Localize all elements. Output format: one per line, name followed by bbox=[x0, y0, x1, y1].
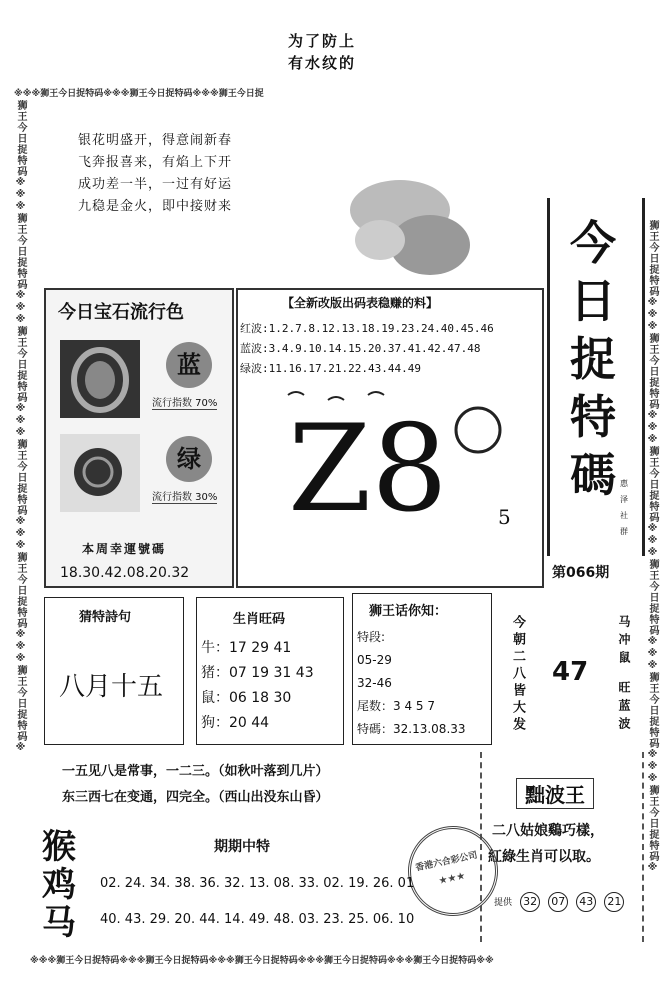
poem-line: 飞奔报喜来，有焰上下开 bbox=[78, 155, 233, 170]
title-column bbox=[547, 198, 645, 556]
title-sub: 惠 泽 社 群 bbox=[620, 479, 628, 536]
title-char: 捉 bbox=[570, 332, 616, 386]
zodiac-row: 猪：07 19 31 43 bbox=[201, 665, 314, 681]
ring-image-1 bbox=[60, 340, 140, 418]
animal: 猴 bbox=[42, 827, 76, 867]
header-line-1: 为了防上 bbox=[288, 32, 357, 50]
zodiac-row: 狗：20 44 bbox=[201, 715, 270, 731]
zodiac-row: 鼠：06 18 30 bbox=[201, 690, 292, 706]
riddle-line-2: 东三西七在变通，四完全。（西山出没东山昏） bbox=[62, 790, 329, 805]
ring-image-2 bbox=[60, 434, 140, 512]
title-char: 特 bbox=[570, 390, 616, 444]
index-blue: 流行指数 70% bbox=[152, 394, 217, 410]
wave-blue: 蓝波:3.4.9.10.14.15.20.37.41.42.47.48 bbox=[240, 342, 481, 355]
guess-poem-text: 八月十五 bbox=[59, 672, 164, 702]
side-box bbox=[504, 593, 642, 745]
wave-king-box bbox=[480, 752, 644, 942]
lion-row: 特碼：32.13.08.33 bbox=[357, 722, 466, 736]
lion-row: 尾数：3 4 5 7 bbox=[357, 699, 435, 713]
lion-row: 特段: bbox=[357, 630, 386, 644]
lion-mascot-image bbox=[340, 170, 480, 290]
gem-title: 今日宝石流行色 bbox=[58, 302, 184, 323]
poem-line: 银花明盛开，得意闹新春 bbox=[78, 133, 233, 148]
side-number: 47 bbox=[552, 657, 589, 687]
company-stamp: 香港六合彩公司 ★★★ bbox=[400, 818, 507, 925]
zodiac-rows bbox=[201, 636, 314, 736]
border-text-bottom: ※※※狮王今日捉特码※※※狮王今日捉特码※※※狮王今日捉特码※※※狮王今日捉特码※※※狮王今日捉特码※※ bbox=[30, 956, 494, 966]
drawing-digits: Z8 bbox=[288, 400, 448, 539]
lion-talk-box bbox=[352, 593, 492, 745]
tip-number: 21 bbox=[604, 892, 624, 912]
side-right-bottom: 旺蓝波 bbox=[617, 681, 631, 735]
animal: 鸡 bbox=[42, 865, 76, 905]
wave-king-nums: 提供 32 07 43 21 bbox=[494, 890, 624, 912]
wave-king-line-2: 紅綠生肖可以取。 bbox=[488, 849, 600, 865]
tip-number: 43 bbox=[576, 892, 596, 912]
header-line-2: 有水纹的 bbox=[288, 54, 357, 72]
border-text-right: 狮王今日捉特码※※※狮王今日捉特码※※※狮王今日捉特码※※※狮王今日捉特码※※※狮王今日捉特码※※※狮王今日捉特码※ bbox=[647, 220, 658, 874]
title-char: 今 bbox=[570, 216, 616, 270]
animals-block bbox=[42, 828, 76, 942]
periodic-title: 期期中特 bbox=[214, 839, 270, 855]
poem-line: 九稳是金火，即中接财来 bbox=[78, 199, 233, 214]
color-blue-badge: 蓝 bbox=[166, 342, 212, 388]
lion-talk-rows bbox=[357, 626, 466, 741]
poem-line: 成功差一半，一过有好运 bbox=[78, 177, 233, 192]
periodic-line-2: 40. 43. 29. 20. 44. 14. 49. 48. 03. 23. 25. 06. 10 bbox=[100, 912, 415, 927]
wave-red: 红波:1.2.7.8.12.13.18.19.23.24.40.45.46 bbox=[240, 322, 494, 335]
riddle-line-1: 一五见八是常事，一二三。（如秋叶落到几片） bbox=[62, 764, 329, 779]
animal: 马 bbox=[42, 903, 76, 943]
lion-talk-title: 狮王话你知： bbox=[369, 604, 448, 619]
title-char: 日 bbox=[570, 274, 616, 328]
color-green-badge: 绿 bbox=[166, 436, 212, 482]
gem-box bbox=[44, 288, 234, 588]
border-text-left: 狮王今日捉特码※※※狮王今日捉特码※※※狮王今日捉特码※※※狮王今日捉特码※※※狮王今日捉特码※※※狮王今日捉特码※ bbox=[15, 100, 26, 754]
guess-poem-box bbox=[44, 597, 184, 745]
tip-number: 32 bbox=[520, 892, 540, 912]
guess-poem-title: 猜特詩句 bbox=[79, 610, 132, 625]
zodiac-title: 生肖旺码 bbox=[233, 612, 286, 627]
wave-king-title: 黜波王 bbox=[516, 778, 594, 809]
border-text-top: ※※※狮王今日捉特码※※※狮王今日捉特码※※※狮王今日捉 bbox=[14, 89, 264, 99]
title-char: 碼 bbox=[570, 448, 616, 502]
poem-block bbox=[78, 130, 232, 218]
number-drawing bbox=[248, 385, 528, 585]
zodiac-row: 牛：17 29 41 bbox=[201, 640, 292, 656]
issue-number: 第066期 bbox=[552, 565, 610, 581]
waves-title: 【全新改版出码表稳赚的料】 bbox=[282, 296, 439, 310]
waves-box bbox=[236, 288, 544, 588]
index-green: 流行指数 30% bbox=[152, 488, 217, 504]
wave-green: 绿波:11.16.17.21.22.43.44.49 bbox=[240, 362, 421, 375]
drawing-small: 5 bbox=[498, 505, 511, 529]
lion-row: 05-29 bbox=[357, 653, 392, 667]
wave-king-line-1: 二八姑娘鷄巧樣， bbox=[492, 823, 604, 839]
zodiac-box bbox=[196, 597, 344, 745]
periodic-line-1: 02. 24. 34. 38. 36. 32. 13. 08. 33. 02. 19. 26. 01 bbox=[100, 876, 415, 891]
lion-row: 32-46 bbox=[357, 676, 392, 690]
side-left-vertical: 今朝二八皆大发 bbox=[510, 615, 525, 734]
tip-number: 07 bbox=[548, 892, 568, 912]
lucky-numbers: 18.30.42.08.20.32 bbox=[60, 565, 190, 581]
side-right-top: 马冲鼠 bbox=[617, 615, 631, 669]
lucky-title: 本周幸運號碼 bbox=[82, 542, 167, 556]
